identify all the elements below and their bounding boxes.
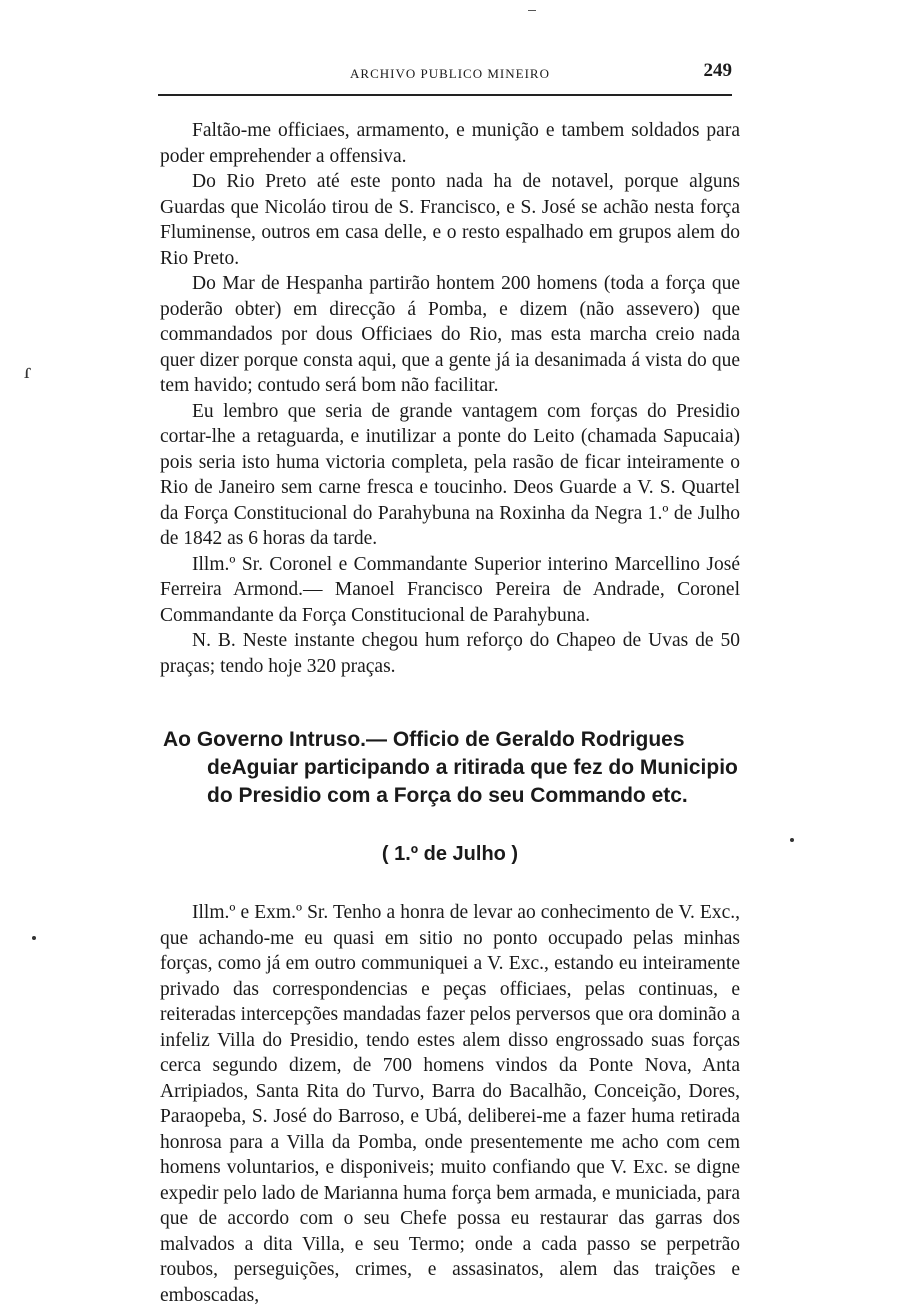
paragraph: N. B. Neste instante chegou hum reforço do Chapeo de Uvas de 50 praças; tendo hoje 320 praças. <box>160 630 740 677</box>
page-number: 249 <box>703 60 732 81</box>
paragraph: Do Mar de Hespanha partirão hontem 200 homens (toda a força que poderão obter) em direcção á Pomba, e dizem (não assevero) que commandados por dous Officiaes do Rio, mas esta marcha creio nada quer dizer porque consta aqui, que a gente já ia desanimada á vista do que tem havido; contudo será bom não facilitar. <box>160 273 740 396</box>
paragraph: Illm.º Sr. Coronel e Commandante Superior interino Marcellino José Ferreira Armond.— Manoel Francisco Pereira de Andrade, Coronel Commandante da Força Constitucional de Parahybuna. <box>160 553 740 626</box>
paragraph: Illm.º e Exm.º Sr. Tenho a honra de levar ao conhecimento de V. Exc., que achando-me eu quasi em sitio no ponto occupado pelas minhas forças, como já em outro communiquei a V. Exc., estando eu inteiramente privado das correspondencias e peças officiaes, pelas continuas, e reiteradas intercepções mandadas fazer pelos perversos que ora dominão a infeliz Villa do Presidio, tendo estes alem disso engrossado suas forças cerca segundo dizem, de 700 homens vindos da Ponte Nova, Anta Arripiados, Santa Rita do Turvo, Barra do Bacalhão, Conceição, Dores, Paraopeba, S. José do Barroso, e Ubá, deliberei-me a fazer huma retirada honrosa para a Villa da Pomba, onde presentemente me acho com cem homens voluntarios, e disponiveis; muito confiando que V. Exc. se digne expedir pelo lado de Marianna huma força bem armada, e municiada, para que de accordo com o seu Chefe possa eu restaurar das garras dos malvados a dita Villa, e seu Termo; onde a cada passo se perpetrão roubos, perseguições, crimes, e assasinatos, alem das traições e emboscadas, <box>160 902 740 1306</box>
body-text-top <box>160 118 740 679</box>
top-tick-mark <box>528 10 536 11</box>
header-rule <box>158 94 732 99</box>
paragraph: Eu lembro que seria de grande vantagem com forças do Presidio cortar-lhe a retaguarda, e inutilizar a ponte do Leito (chamada Sapucaia) pois seria isto huma victoria completa, pela rasão de ficar inteiramente o Rio de Janeiro sem carne fresca e toucinho. Deos Guarde a V. S. Quartel da Força Constitucional do Parahybuna na Roxinha da Negra 1.º de Julho de 1842 as 6 horas da tarde. <box>160 400 740 549</box>
section-heading-block <box>163 726 753 810</box>
margin-dot <box>790 838 794 842</box>
running-title: ARCHIVO PUBLICO MINEIRO <box>350 66 550 81</box>
margin-mark: ɾ <box>24 358 32 383</box>
date-heading: ( 1.º de Julho ) <box>381 843 519 865</box>
paragraph: Faltão-me officiaes, armamento, e munição e tambem soldados para poder emprehender a offensiva. <box>160 120 740 167</box>
paragraph: Do Rio Preto até este ponto nada ha de notavel, porque alguns Guardas que Nicoláo tirou de S. Francisco, e S. José se achão nesta força Fluminense, outros em casa delle, e o resto espalhado em grupos alem do Rio Preto. <box>160 171 740 269</box>
section-heading: Ao Governo Intruso.— Officio de Geraldo Rodrigues deAguiar participando a ritirada que fez do Municipio do Presidio com a Força do seu Commando etc. <box>163 728 738 807</box>
margin-dot <box>32 936 36 940</box>
body-text-bottom <box>160 900 740 1308</box>
running-head <box>160 62 740 86</box>
